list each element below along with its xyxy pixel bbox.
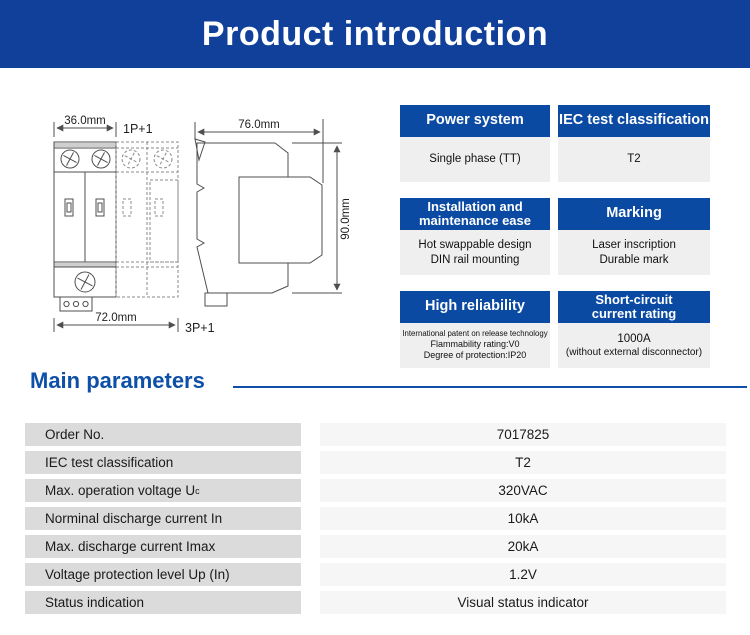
param-value: 7017825 xyxy=(320,423,726,446)
card-text-line: Flammability rating:V0 xyxy=(430,339,520,350)
param-label-text: Order No. xyxy=(45,427,105,442)
card-text-line: Degree of protection:IP20 xyxy=(423,350,527,361)
dim-76mm-label: 76.0mm xyxy=(238,119,280,131)
table-row xyxy=(25,451,726,474)
label-3p1: 3P+1 xyxy=(185,321,215,335)
card-installation xyxy=(400,198,550,275)
param-label-text: Status indication xyxy=(45,595,145,610)
column-gap xyxy=(301,507,320,530)
card-high-reliability xyxy=(400,291,550,368)
card-text-line: 1000A xyxy=(617,332,651,345)
param-value: 1.2V xyxy=(320,563,726,586)
card-title-line: Installation and xyxy=(427,199,523,215)
section-divider-line xyxy=(233,386,747,388)
card-title-line: current rating xyxy=(591,306,677,321)
card-power-system-header xyxy=(400,105,550,137)
param-label-text: Voltage protection level Up (In) xyxy=(45,567,230,582)
parameters-table xyxy=(25,423,726,619)
param-label-text: Max. discharge current Imax xyxy=(45,539,216,554)
card-title-line: High reliability xyxy=(425,298,525,315)
param-label xyxy=(25,563,301,586)
table-row xyxy=(25,591,726,614)
table-row xyxy=(25,535,726,558)
front-view-body xyxy=(54,142,116,311)
dim-90mm-label: 90.0mm xyxy=(340,198,352,240)
card-title-line: maintenance ease xyxy=(418,213,531,228)
param-value: 20kA xyxy=(320,535,726,558)
card-title-line: IEC test classification xyxy=(559,112,709,129)
card-title-line: Short-circuit xyxy=(595,292,673,308)
dim-36mm-label: 36.0mm xyxy=(64,115,106,127)
card-marking-header xyxy=(558,198,710,230)
column-gap xyxy=(301,563,320,586)
side-view xyxy=(195,119,352,306)
table-row xyxy=(25,479,726,502)
front-view-bottom-dimension xyxy=(54,312,215,335)
param-label xyxy=(25,591,301,614)
param-label xyxy=(25,423,301,446)
column-gap xyxy=(301,535,320,558)
card-text-line: Single phase (TT) xyxy=(429,153,521,166)
main-parameters-title: Main parameters xyxy=(30,368,205,393)
table-row xyxy=(25,423,726,446)
param-value: T2 xyxy=(320,451,726,474)
dim-72mm-label: 72.0mm xyxy=(95,312,137,324)
card-high-reliability-body xyxy=(400,323,550,368)
param-label: Max. operation voltage U c xyxy=(25,479,301,502)
param-value: 320VAC xyxy=(320,479,726,502)
param-value: Visual status indicator xyxy=(320,591,726,614)
card-title-line: Power system xyxy=(426,112,524,129)
card-short-circuit-header xyxy=(558,291,710,323)
card-iec-classification xyxy=(558,105,710,182)
card-power-system-body xyxy=(400,137,550,182)
card-text-line: DIN rail mounting xyxy=(430,253,520,266)
card-text-line: International patent on release technology xyxy=(402,329,548,339)
card-power-system xyxy=(400,105,550,182)
param-label xyxy=(25,507,301,530)
param-value: 10kA xyxy=(320,507,726,530)
card-high-reliability-header xyxy=(400,291,550,323)
card-marking-body xyxy=(558,230,710,275)
front-view-dashed-extension xyxy=(116,142,178,297)
column-gap xyxy=(301,591,320,614)
table-row xyxy=(25,507,726,530)
column-gap xyxy=(301,423,320,446)
param-label xyxy=(25,451,301,474)
page-banner xyxy=(0,0,750,68)
card-title-line: Marking xyxy=(606,205,662,222)
card-text-line: (without external disconnector) xyxy=(565,347,703,359)
card-text-line: Durable mark xyxy=(599,253,669,266)
card-installation-body xyxy=(400,230,550,275)
param-label-text: IEC test classification xyxy=(45,455,174,470)
card-short-circuit xyxy=(558,291,710,368)
card-short-circuit-body xyxy=(558,323,710,368)
param-label xyxy=(25,535,301,558)
param-label-text: Max. operation voltage U xyxy=(45,483,196,498)
table-row xyxy=(25,563,726,586)
column-gap xyxy=(301,451,320,474)
feature-cards xyxy=(400,105,712,368)
label-1p1: 1P+1 xyxy=(123,122,153,136)
card-iec-classification-header xyxy=(558,105,710,137)
card-text-line: Hot swappable design xyxy=(418,238,532,251)
column-gap xyxy=(301,479,320,502)
card-marking xyxy=(558,198,710,275)
param-label-text: Norminal discharge current In xyxy=(45,511,223,526)
front-view-top-dimension xyxy=(54,115,153,137)
technical-drawing xyxy=(20,95,390,355)
card-installation-header xyxy=(400,198,550,230)
card-text-line: Laser inscription xyxy=(592,238,676,251)
card-text-line: T2 xyxy=(627,153,641,166)
page-title: Product introduction xyxy=(201,14,549,53)
card-iec-classification-body xyxy=(558,137,710,182)
